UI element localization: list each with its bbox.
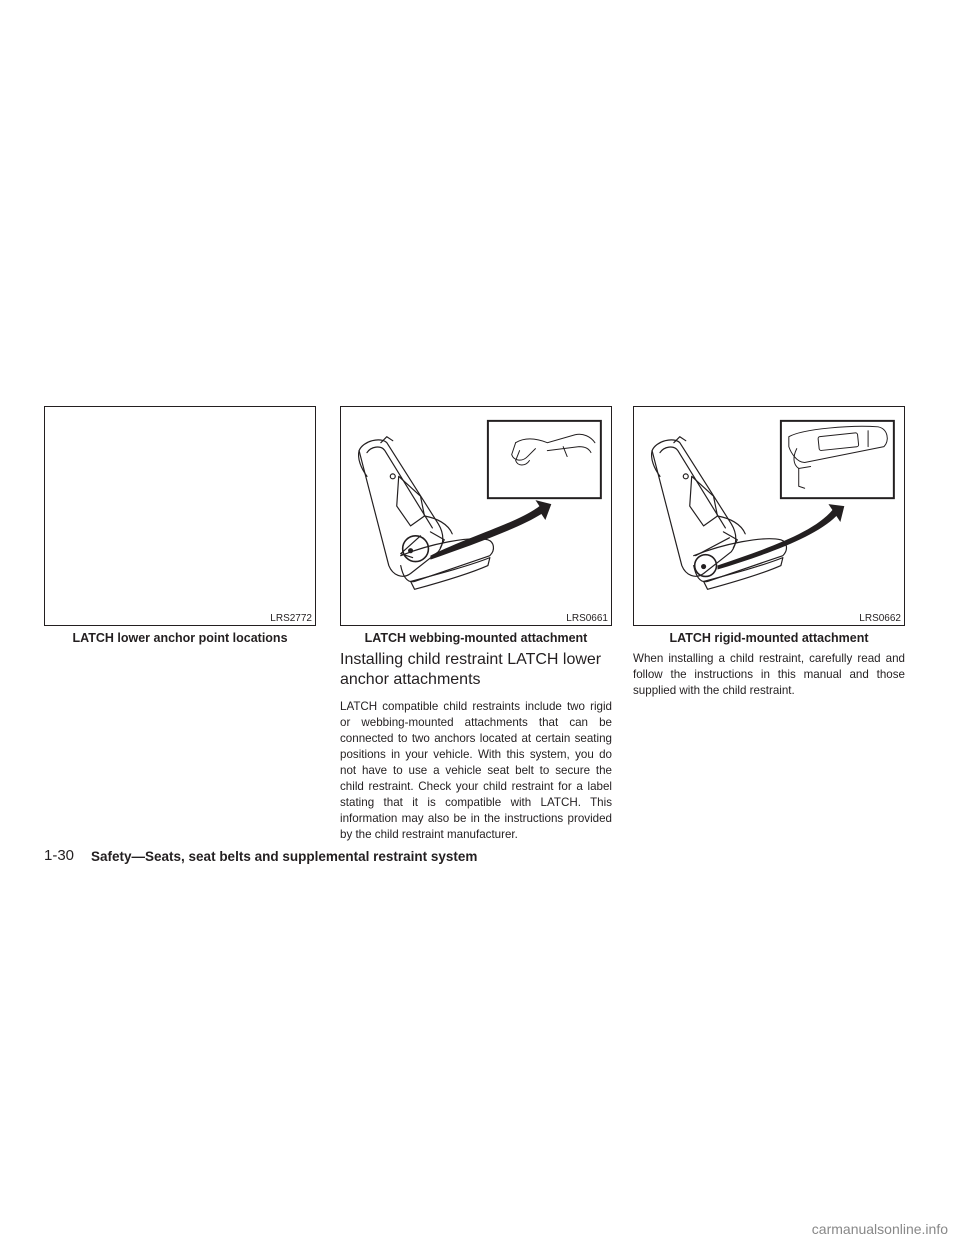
figure-code: LRS0662 bbox=[859, 613, 901, 624]
seat-illustration bbox=[341, 407, 611, 625]
figure-caption: LATCH rigid-mounted attachment bbox=[669, 631, 869, 645]
body-paragraph: LATCH compatible child restraints include two rigid or webbing-mounted attachments that can be connected to two anchors located at certain seating positions in your vehicle. With this system, you do not have to use a vehicle seat belt to secure the child restraint. Check your child restraint for a label stating that it is compatible with LATCH. This information may also be in the instructions provided by the child restraint manufacturer. bbox=[340, 700, 612, 841]
section-heading: Installing child restraint LATCH lower anchor attachments bbox=[340, 651, 602, 688]
figure-lower-anchor-locations bbox=[44, 406, 316, 626]
figure-caption: LATCH lower anchor point locations bbox=[72, 631, 288, 645]
seat-illustration bbox=[634, 407, 904, 625]
figure-webbing-mounted bbox=[340, 406, 612, 626]
page-number: 1-30 bbox=[44, 847, 75, 864]
figure-code: LRS0661 bbox=[566, 613, 608, 624]
chapter-title: Safety—Seats, seat belts and supplemental restraint system bbox=[91, 849, 478, 864]
figure-caption: LATCH webbing-mounted attachment bbox=[364, 631, 588, 645]
figure-code: LRS2772 bbox=[270, 613, 312, 624]
figure-rigid-mounted bbox=[633, 406, 905, 626]
watermark: carmanualsonline.info bbox=[811, 1221, 948, 1237]
body-paragraph: When installing a child restraint, carefully read and follow the instructions in this manual and those supplied with the child restraint. bbox=[633, 652, 905, 697]
